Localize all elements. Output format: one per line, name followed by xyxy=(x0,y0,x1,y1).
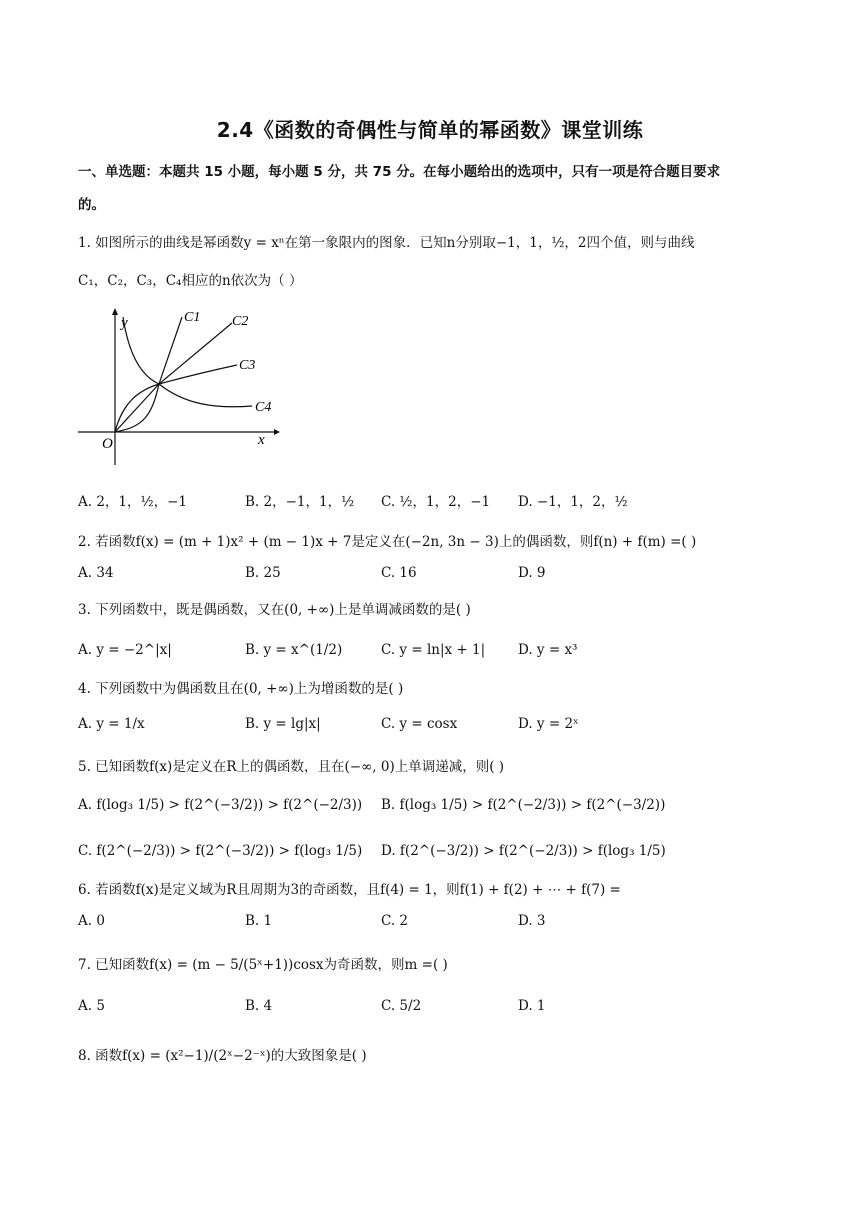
curve-c2 xyxy=(115,323,232,432)
q7-option-a[interactable]: A. 5 xyxy=(78,998,105,1014)
q6-option-d[interactable]: D. 3 xyxy=(518,913,546,929)
question-8-text: 8. 函数f(x) = (x²−1)/(2ˣ−2⁻ˣ)的大致图象是( ) xyxy=(78,1048,367,1064)
question-6-text: 6. 若函数f(x)是定义域为R且周期为3的奇函数，且f(4) = 1，则f(1) + f(2) + ⋯ + f(7) = xyxy=(78,882,621,898)
q5-option-c[interactable]: C. f(2^(−2/3)) > f(2^(−3/2)) > f(log₃ 1/5) xyxy=(78,843,363,859)
x-axis-label: x xyxy=(258,432,265,448)
q5-option-d[interactable]: D. f(2^(−3/2)) > f(2^(−2/3)) > f(log₃ 1/5) xyxy=(381,843,666,859)
q6-option-c[interactable]: C. 2 xyxy=(381,913,409,929)
question-7-text: 7. 已知函数f(x) = (m − 5/(5ˣ+1))cosx为奇函数，则m =( ) xyxy=(78,957,448,973)
q2-option-c[interactable]: C. 16 xyxy=(381,565,417,581)
q5-option-a[interactable]: A. f(log₃ 1/5) > f(2^(−3/2)) > f(2^(−2/3)) xyxy=(78,797,363,813)
curve-c1 xyxy=(115,317,182,432)
question-2-text: 2. 若函数f(x) = (m + 1)x² + (m − 1)x + 7是定义在(−2n, 3n − 3)上的偶函数，则f(n) + f(m) =( ) xyxy=(78,534,697,550)
q3-option-b[interactable]: B. y = x^(1/2) xyxy=(245,642,343,658)
section-heading-line1: 一、单选题：本题共 15 小题，每小题 5 分，共 75 分。在每小题给出的选项中，只有一项是符合题目要求 xyxy=(78,164,721,180)
q4-option-c[interactable]: C. y = cosx xyxy=(381,716,458,732)
curve-label-c1: C1 xyxy=(184,310,201,325)
q4-option-b[interactable]: B. y = lg|x| xyxy=(245,716,321,732)
curve-label-c4: C4 xyxy=(255,400,272,415)
q1-option-b[interactable]: B. 2，−1，1，½ xyxy=(245,494,355,510)
q2-option-a[interactable]: A. 34 xyxy=(78,565,114,581)
q6-option-a[interactable]: A. 0 xyxy=(78,913,105,929)
q7-option-d[interactable]: D. 1 xyxy=(518,998,546,1014)
q2-option-b[interactable]: B. 25 xyxy=(245,565,281,581)
y-axis-label: y xyxy=(121,315,128,331)
q3-option-c[interactable]: C. y = ln|x + 1| xyxy=(381,642,486,658)
q6-option-b[interactable]: B. 1 xyxy=(245,913,273,929)
q2-option-d[interactable]: D. 9 xyxy=(518,565,546,581)
question-1-text-line2: C₁，C₂，C₃，C₄相应的n依次为（ ） xyxy=(78,273,303,289)
question-3-text: 3. 下列函数中，既是偶函数，又在(0, +∞)上是单调减函数的是( ) xyxy=(78,602,471,618)
q5-option-b[interactable]: B. f(log₃ 1/5) > f(2^(−2/3)) > f(2^(−3/2)) xyxy=(381,797,666,813)
curve-label-c2: C2 xyxy=(232,314,249,329)
curve-c3 xyxy=(115,365,237,432)
page-title: 2.4《函数的奇偶性与简单的幂函数》课堂训练 xyxy=(216,118,644,142)
q3-option-d[interactable]: D. y = x³ xyxy=(518,642,578,658)
y-axis-arrow xyxy=(112,308,118,315)
q3-option-a[interactable]: A. y = −2^|x| xyxy=(78,642,172,658)
curve-c4 xyxy=(123,317,252,407)
q4-option-a[interactable]: A. y = 1/x xyxy=(78,716,145,732)
question-5-text: 5. 已知函数f(x)是定义在R上的偶函数，且在(−∞, 0)上单调递减，则( ) xyxy=(78,759,505,775)
question-4-text: 4. 下列函数中为偶函数且在(0, +∞)上为增函数的是( ) xyxy=(78,681,404,697)
x-axis-arrow xyxy=(274,429,280,435)
q1-option-c[interactable]: C. ½，1，2，−1 xyxy=(381,494,491,510)
curve-label-c3: C3 xyxy=(239,358,256,373)
q7-option-b[interactable]: B. 4 xyxy=(245,998,273,1014)
q1-option-d[interactable]: D. −1，1，2，½ xyxy=(518,494,628,510)
origin-label: O xyxy=(102,436,113,452)
power-function-graph xyxy=(74,305,280,475)
question-1-text: 1. 如图所示的曲线是幂函数y = xⁿ在第一象限内的图象．已知n分别取−1，1，½，2四个值，则与曲线 xyxy=(78,235,695,251)
section-heading-line2: 的。 xyxy=(78,197,105,213)
q4-option-d[interactable]: D. y = 2ˣ xyxy=(518,716,579,732)
q7-option-c[interactable]: C. 5/2 xyxy=(381,998,422,1014)
q1-option-a[interactable]: A. 2，1，½，−1 xyxy=(78,494,187,510)
